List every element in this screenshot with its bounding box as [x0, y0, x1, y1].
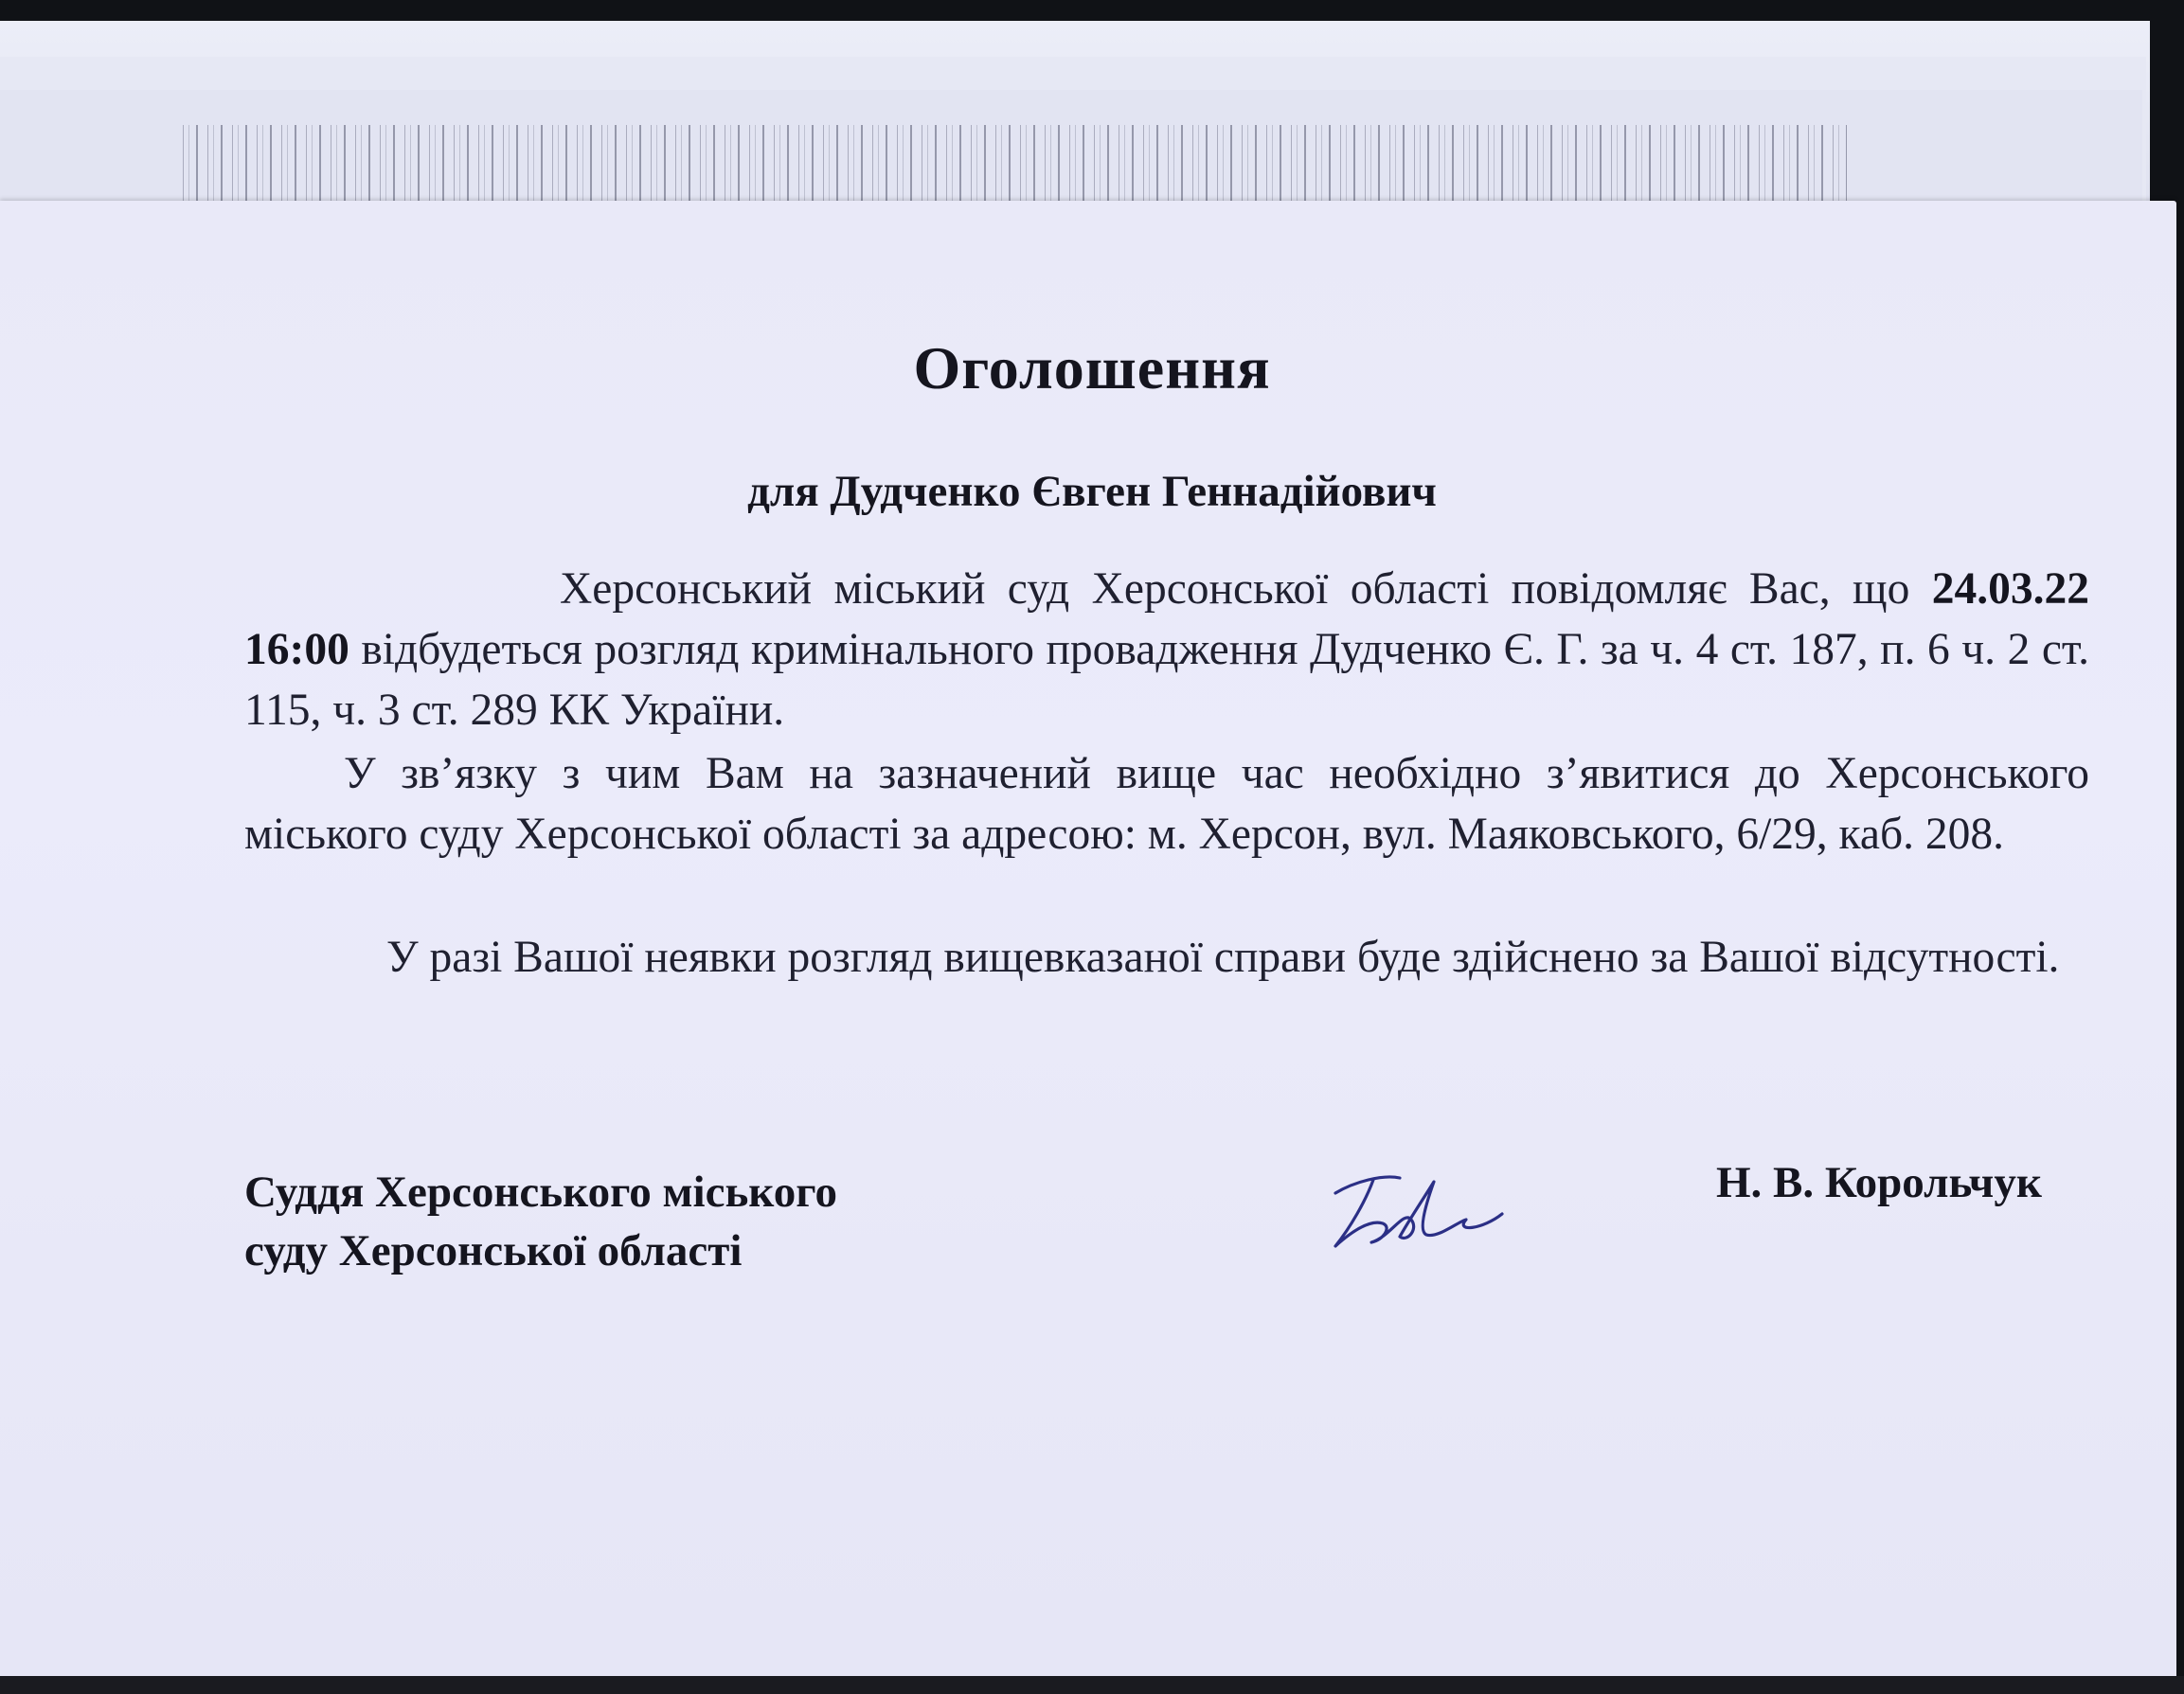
recipient-line: для Дудченко Євген Геннадійович — [747, 467, 1437, 516]
paragraph-rest: відбудеться розгляд кримінального провадження Дудченко Є. Г. за ч. 4 ст. 187, п. 6 ч. 2 ст. 115, ч. 3 ст. 289 КК України. — [244, 625, 2089, 735]
judge-name: Н. В. Корольчук — [1716, 1158, 2042, 1207]
hearing-datetime: 24.03.22 16:00 — [244, 564, 2089, 674]
page-title: Оголошення — [913, 334, 1271, 401]
paragraph-lead: Херсонський міський суд Херсонської області повідомляє Вас, що — [560, 564, 1932, 614]
judge-position — [244, 1163, 837, 1280]
judge-position-line: Суддя Херсонського міського — [244, 1168, 837, 1217]
notice-paragraph — [244, 559, 2089, 740]
handwritten-signature — [1316, 1153, 1506, 1257]
notice-paragraph: У разі Вашої неявки розгляд вищевказаної справи буде здійснено за Вашої відсутності. — [386, 933, 2060, 982]
page-bottom-edge — [0, 1676, 2184, 1694]
notice-paragraph: У зв’язку з чим Вам на зазначений вище час необхідно з’явитися до Херсонського міського суду Херсонської області за адресою: м. Херсон, вул. Маяковського, 6/29, каб. 208. — [244, 749, 2089, 859]
judge-position-line: суду Херсонської області — [244, 1226, 743, 1275]
